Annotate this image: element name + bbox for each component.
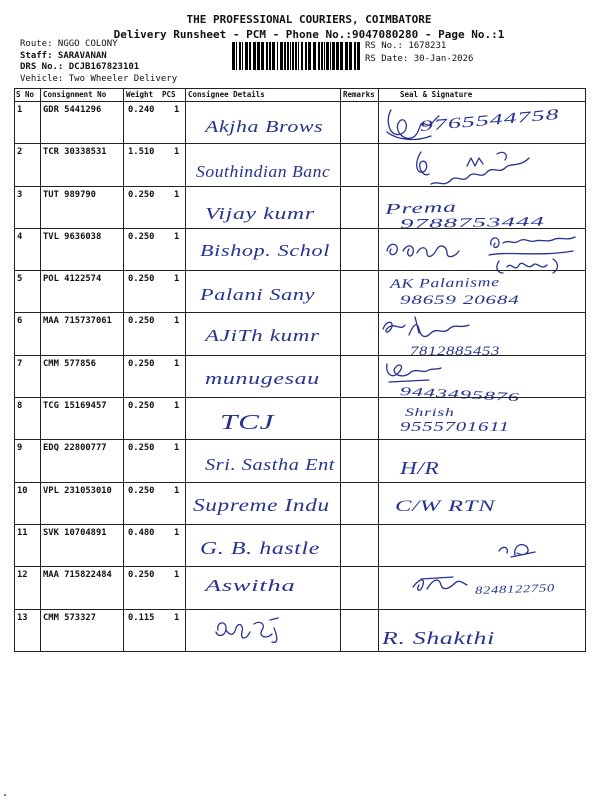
table-row	[15, 609, 585, 651]
table-row	[15, 355, 585, 405]
remarks-cell	[341, 356, 379, 397]
consignment-number: TVL 9636038	[41, 229, 124, 270]
consignee-handwriting: G. B. hastle	[200, 537, 320, 558]
barcode-bar	[261, 42, 264, 70]
barcode-bar	[330, 42, 331, 70]
barcode-bar	[295, 42, 297, 70]
signature-note: 9788753444	[399, 213, 546, 231]
consignee-handwriting: Sri. Sastha Ent	[205, 455, 336, 475]
barcode-bar	[242, 42, 243, 70]
table-row	[15, 482, 585, 524]
remarks-cell	[341, 567, 379, 608]
serial-number: 6	[15, 313, 41, 354]
barcode-bar	[236, 42, 237, 70]
vehicle-line: Vehicle: Two Wheeler Delivery	[20, 73, 178, 84]
pieces-count: 1	[161, 440, 186, 481]
barcode-bar	[292, 42, 294, 70]
consignment-number: TCR 30338531	[41, 144, 124, 185]
barcode-bar	[298, 42, 299, 70]
pieces-count: 1	[161, 102, 186, 143]
column-header-weight: Weight	[126, 90, 154, 99]
table-row	[15, 397, 585, 439]
pieces-count: 1	[161, 567, 186, 608]
weight-value: 0.250	[128, 189, 155, 200]
signature-note: 9555701611	[400, 420, 510, 436]
remarks-cell	[341, 271, 379, 312]
consignee-handwriting: Palani Sany	[200, 285, 316, 305]
pieces-count: 1	[161, 313, 186, 354]
serial-number: 2	[15, 144, 41, 185]
table-row	[15, 566, 585, 608]
column-header-remarks: Remarks	[341, 89, 379, 101]
serial-number: 8	[15, 398, 41, 439]
remarks-cell	[341, 229, 379, 270]
barcode-bar	[305, 42, 307, 70]
consignee-cell	[186, 398, 341, 439]
runsheet-subtitle: Delivery Runsheet - PCM - Phone No.:9047080280 - Page No.:1	[113, 28, 505, 41]
signature-note: Prema	[384, 199, 458, 218]
consignment-number: MAA 715737061	[41, 313, 124, 354]
barcode-bar	[357, 42, 360, 70]
barcode-bar	[272, 42, 275, 70]
column-header-pcs: PCS	[161, 89, 186, 101]
barcode-bar	[321, 42, 323, 70]
consignee-handwriting: TCJ	[220, 410, 275, 435]
signature-cell	[379, 567, 585, 608]
signature-scribble	[379, 144, 585, 186]
rs-date: RS Date: 30-Jan-2026	[365, 54, 474, 64]
serial-number: 4	[15, 229, 41, 270]
table-row	[15, 270, 585, 312]
serial-number: 10	[15, 483, 41, 524]
signature-scribble-stroke	[387, 237, 575, 273]
consignment-number: MAA 715822484	[41, 567, 124, 608]
consignee-cell	[186, 356, 341, 397]
pieces-count: 1	[161, 398, 186, 439]
pieces-count: 1	[161, 483, 186, 524]
signature-scribble-stroke	[383, 317, 469, 336]
rs-info	[365, 40, 473, 66]
consignee-handwriting: AJiTh kumr	[205, 326, 320, 346]
barcode-bar	[318, 42, 320, 70]
drs-number: DRS No.: DCJB167823101	[20, 62, 140, 72]
signature-cell	[379, 483, 585, 524]
signature-scribble-stroke	[417, 152, 529, 184]
barcode-bar	[287, 42, 289, 70]
barcode-bar	[301, 42, 303, 70]
table-row	[15, 228, 585, 270]
weight-value: 0.115	[128, 612, 155, 623]
consignment-number: SVK 10704891	[41, 525, 124, 566]
rs-number: RS No.: 1678231	[365, 41, 447, 51]
signature-note: H/R	[400, 458, 440, 479]
signature-cell	[379, 313, 585, 359]
barcode-bar	[354, 42, 356, 70]
column-header-signature: Seal & Signature	[400, 90, 473, 99]
barcode-bar	[349, 42, 352, 70]
barcode-bar	[284, 42, 286, 70]
consignee-cell	[186, 187, 341, 228]
consignee-cell	[186, 144, 341, 185]
signature-cell	[379, 102, 585, 143]
table-body	[15, 101, 585, 651]
consignee-cell	[186, 567, 341, 608]
company-title: THE PROFESSIONAL COURIERS, COIMBATORE	[186, 13, 432, 26]
signature-note: C/W RTN	[395, 497, 496, 515]
remarks-cell	[341, 610, 379, 651]
barcode-bar	[257, 42, 260, 70]
pieces-count: 1	[161, 356, 186, 397]
consignment-number: CMM 577856	[41, 356, 124, 397]
consignee-handwriting: Bishop. Schol	[200, 240, 330, 260]
column-header-sno: S No	[15, 89, 41, 101]
barcode-bar	[345, 42, 348, 70]
consignee-handwriting-drawing-stroke	[216, 618, 278, 642]
consignment-number: CMM 573327	[41, 610, 124, 651]
remarks-cell	[341, 102, 379, 143]
table-row	[15, 524, 585, 566]
signature-cell	[379, 610, 585, 651]
signature-note: 98659 20684	[400, 292, 520, 308]
consignment-number: GDR 5441296	[41, 102, 124, 143]
column-header-consignment: Consignment No	[41, 89, 124, 101]
remarks-cell	[341, 398, 379, 439]
consignee-handwriting: Southindian Banc	[196, 162, 331, 182]
remarks-cell	[341, 144, 379, 185]
staff-line: Staff: SARAVANAN	[20, 50, 107, 61]
barcode	[232, 42, 360, 70]
barcode-bar	[280, 42, 283, 70]
serial-number: 1	[15, 102, 41, 143]
table-row	[15, 101, 585, 143]
signature-cell	[379, 440, 585, 481]
consignee-cell	[186, 525, 341, 566]
barcode-bar	[308, 42, 311, 70]
weight-value: 0.250	[128, 358, 155, 369]
consignment-number: POL 4122574	[41, 271, 124, 312]
barcode-bar	[324, 42, 325, 70]
barcode-bar	[232, 42, 235, 70]
signature-scribble-stroke	[413, 577, 467, 590]
weight-value: 1.510	[128, 147, 155, 158]
pieces-count: 1	[161, 187, 186, 228]
table-row	[15, 186, 585, 231]
consignee-cell	[186, 313, 341, 354]
consignee-handwriting: munugesau	[205, 368, 320, 388]
barcode-bar	[340, 42, 343, 70]
remarks-cell	[341, 440, 379, 481]
serial-number: 3	[15, 187, 41, 228]
barcode-bar	[326, 42, 329, 70]
signature-note: R. Shakthi	[382, 627, 495, 648]
consignee-handwriting: Supreme Indu	[193, 494, 330, 515]
table-header-row	[15, 89, 585, 101]
consignment-number: VPL 231053010	[41, 483, 124, 524]
consignee-handwriting: Aswitha	[205, 576, 296, 596]
weight-value: 0.250	[128, 401, 155, 412]
weight-value: 0.250	[128, 274, 155, 285]
runsheet-info	[20, 39, 177, 85]
signature-scribble-stroke	[499, 545, 535, 557]
barcode-bar	[245, 42, 248, 70]
signature-cell	[379, 356, 585, 405]
table-row	[15, 439, 585, 481]
signature-cell	[379, 229, 585, 270]
signature-scribble	[379, 525, 585, 567]
remarks-cell	[341, 525, 379, 566]
barcode-bar	[290, 42, 291, 70]
consignment-number: TUT 989790	[41, 187, 124, 228]
consignee-handwriting: Akjha Brows	[205, 117, 324, 136]
consignee-cell	[186, 483, 341, 524]
column-header-consignee: Consignee Details	[186, 89, 341, 101]
table-row	[15, 143, 585, 185]
signature-note: 7812885453	[410, 343, 500, 359]
table-row	[15, 312, 585, 359]
remarks-cell	[341, 313, 379, 354]
weight-value: 0.250	[128, 231, 155, 242]
signature-cell	[379, 187, 585, 231]
barcode-bar	[277, 42, 278, 70]
barcode-bar	[239, 42, 241, 70]
signature-cell	[379, 525, 585, 566]
consignee-cell	[186, 229, 341, 270]
weight-value: 0.250	[128, 316, 155, 327]
signature-note: 8248122750	[474, 582, 556, 598]
consignee-cell	[186, 102, 341, 143]
remarks-cell	[341, 483, 379, 524]
consignee-cell	[186, 440, 341, 481]
signature-note: AK Palanisme	[389, 274, 500, 292]
signature-cell	[379, 271, 585, 312]
signature-note: 9765544758	[419, 106, 561, 135]
barcode-bar	[336, 42, 339, 70]
serial-number: 7	[15, 356, 41, 397]
serial-number: 9	[15, 440, 41, 481]
consignee-cell	[186, 610, 341, 651]
remarks-cell	[341, 187, 379, 228]
pieces-count: 1	[161, 229, 186, 270]
serial-number: 5	[15, 271, 41, 312]
pieces-count: 1	[161, 271, 186, 312]
scan-mark	[4, 794, 6, 796]
serial-number: 13	[15, 610, 41, 651]
barcode-bar	[253, 42, 256, 70]
weight-value: 0.480	[128, 527, 155, 538]
serial-number: 12	[15, 567, 41, 608]
signature-note: Shrish	[405, 405, 455, 420]
serial-number: 11	[15, 525, 41, 566]
pieces-count: 1	[161, 610, 186, 651]
consignee-handwriting-drawing	[186, 610, 341, 652]
weight-value: 0.250	[128, 443, 155, 454]
weight-value: 0.250	[128, 485, 155, 496]
signature-note: 9443495876	[399, 383, 521, 405]
barcode-bar	[332, 42, 335, 70]
pieces-count: 1	[161, 144, 186, 185]
weight-value: 0.250	[128, 570, 155, 581]
consignment-number: TCG 15169457	[41, 398, 124, 439]
route-line: Route: NGGO COLONY	[20, 39, 118, 49]
consignee-cell	[186, 271, 341, 312]
weight-value: 0.240	[128, 105, 155, 115]
barcode-bar	[269, 42, 271, 70]
signature-scribble-stroke	[387, 364, 441, 382]
signature-cell	[379, 144, 585, 185]
signature-cell	[379, 398, 585, 439]
barcode-bar	[266, 42, 268, 70]
pieces-count: 1	[161, 525, 186, 566]
consignment-number: EDQ 22800777	[41, 440, 124, 481]
runsheet-table	[14, 88, 586, 652]
signature-scribble	[379, 229, 585, 271]
consignee-handwriting: Vijay kumr	[205, 203, 315, 223]
barcode-bar	[313, 42, 316, 70]
barcode-bar	[249, 42, 251, 70]
